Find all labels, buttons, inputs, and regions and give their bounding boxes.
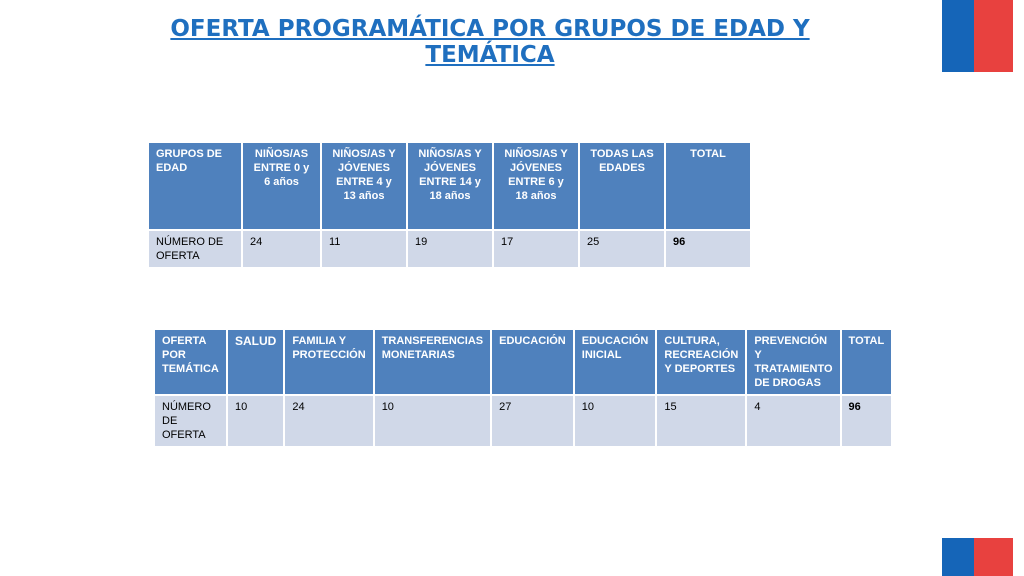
table-row: [155, 396, 891, 446]
cell-transfers: 10: [375, 396, 490, 446]
cell-total: 96: [842, 396, 892, 446]
cell-health: 10: [228, 396, 283, 446]
table-row: [149, 231, 750, 267]
cell-total: 96: [666, 231, 750, 267]
cell-6-18: 17: [494, 231, 578, 267]
cell-4-13: 11: [322, 231, 406, 267]
cell-culture: 15: [657, 396, 745, 446]
flag-blue-band: [942, 0, 974, 72]
header-cell-14-18: NIÑOS/AS Y JÓVENES ENTRE 14 y 18 años: [408, 143, 492, 229]
header-cell-total: TOTAL: [666, 143, 750, 229]
header-cell-6-18: NIÑOS/AS Y JÓVENES ENTRE 6 y 18 años: [494, 143, 578, 229]
chile-flag-stripe-bottom: [942, 538, 1013, 576]
cell-all-ages: 25: [580, 231, 664, 267]
header-cell-health: SALUD: [228, 330, 283, 394]
header-cell-theme: OFERTA POR TEMÁTICA: [155, 330, 226, 394]
header-cell-culture: CULTURA, RECREACIÓN Y DEPORTES: [657, 330, 745, 394]
cell-0-6: 24: [243, 231, 320, 267]
row-label-number-of-offers: NÚMERO DE OFERTA: [149, 231, 241, 267]
thematic-table: [153, 328, 893, 448]
cell-education: 27: [492, 396, 573, 446]
page-title: OFERTA PROGRAMÁTICA POR GRUPOS DE EDAD Y TEMÁTICA: [170, 16, 810, 68]
cell-early-education: 10: [575, 396, 656, 446]
flag-red-band: [974, 538, 1013, 576]
table-header-row: [155, 330, 891, 394]
header-cell-4-13: NIÑOS/AS Y JÓVENES ENTRE 4 y 13 años: [322, 143, 406, 229]
header-cell-early-education: EDUCACIÓN INICIAL: [575, 330, 656, 394]
cell-family: 24: [285, 396, 372, 446]
header-cell-0-6: NIÑOS/AS ENTRE 0 y 6 años: [243, 143, 320, 229]
cell-drug-prevention: 4: [747, 396, 839, 446]
header-cell-family: FAMILIA Y PROTECCIÓN: [285, 330, 372, 394]
header-cell-all-ages: TODAS LAS EDADES: [580, 143, 664, 229]
header-cell-total: TOTAL: [842, 330, 892, 394]
age-group-table: [147, 141, 752, 269]
table-header-row: [149, 143, 750, 229]
chile-flag-stripe-top: [942, 0, 1013, 72]
row-label-number-of-offers: NÚMERO DE OFERTA: [155, 396, 226, 446]
flag-blue-band: [942, 538, 974, 576]
cell-14-18: 19: [408, 231, 492, 267]
flag-red-band: [974, 0, 1013, 72]
header-cell-age-groups: GRUPOS DE EDAD: [149, 143, 241, 229]
header-cell-transfers: TRANSFERENCIAS MONETARIAS: [375, 330, 490, 394]
header-cell-education: EDUCACIÓN: [492, 330, 573, 394]
header-cell-drug-prevention: PREVENCIÓN Y TRATAMIENTO DE DROGAS: [747, 330, 839, 394]
